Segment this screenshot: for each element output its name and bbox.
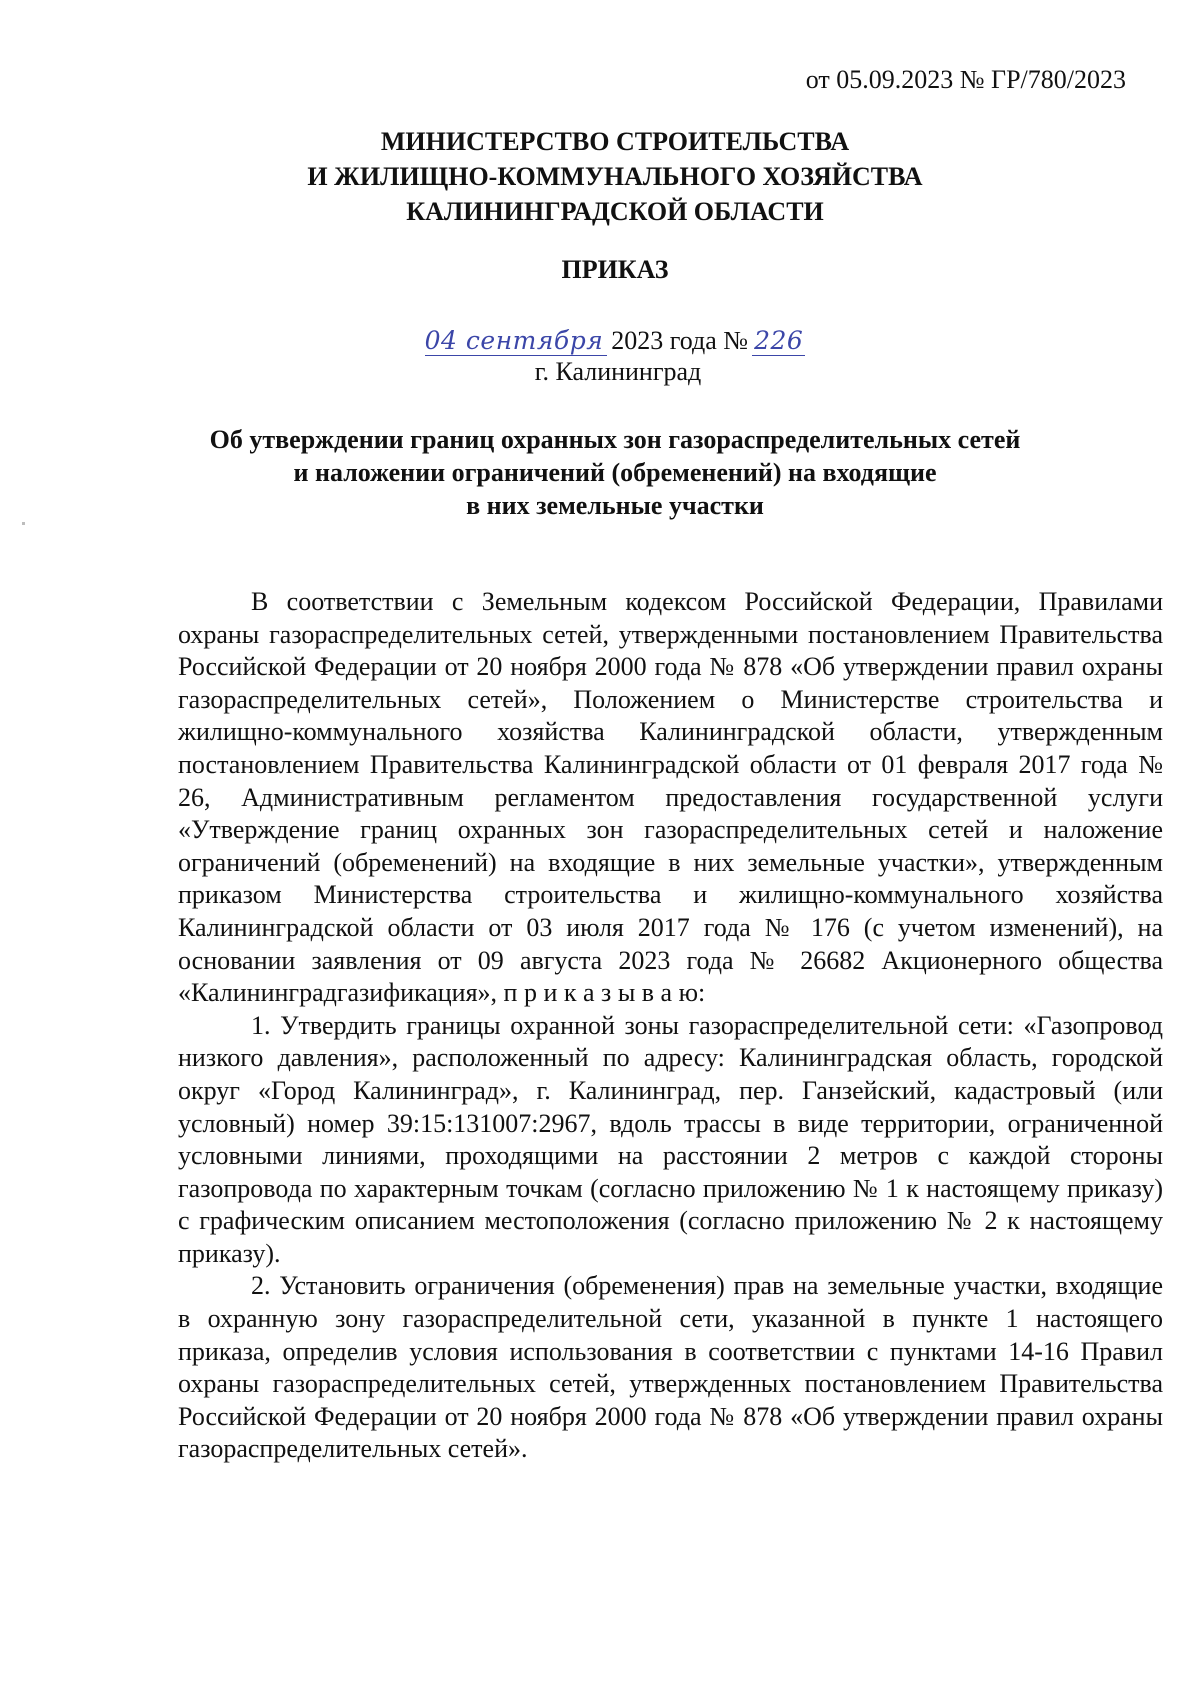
- handwritten-date: 04 сентября: [425, 326, 608, 356]
- ministry-line: КАЛИНИНГРАДСКОЙ ОБЛАСТИ: [406, 197, 824, 226]
- ministry-header: [0, 124, 1200, 229]
- preamble-paragraph: В соответствии с Земельным кодексом Российской Федерации, Правилами охраны газораспределительных сетей, утвержденными постановлением Правительства Российской Федерации от 20 ноября 2000 года № 878 «Об утверждении правил охраны газораспределительных сетей», Положением о Министерстве строительства и жилищно-коммунального хозяйства Калининградской области, утвержденным постановлением Правительства Калининградской области от 01 февраля 2017 года № 26, Административным регламентом предоставления государственной услуги «Утверждение границ охранных зон газораспределительных сетей и наложение ограничений (обременений) на входящие в них земельные участки», утвержденным приказом Министерства строительства и жилищно-коммунального хозяйства Калининградской области от 03 июля 2017 года № 176 (с учетом изменений), на основании заявления от 09 августа 2023 года № 26682 Акционерного общества «Калининградгазификация», п р и к а з ы в а ю:: [178, 587, 1163, 1008]
- order-year-text: 2023 года №: [611, 326, 749, 355]
- scan-speck: [22, 522, 25, 525]
- registration-stamp: от 05.09.2023 № ГР/780/2023: [805, 65, 1126, 94]
- order-body: [178, 586, 1163, 1466]
- order-date-line: [0, 325, 1200, 357]
- order-item-2: 2. Установить ограничения (обременения) прав на земельные участки, входящие в охранную зону газораспределительной сети, указанной в пункте 1 настоящего приказа, определив условия использования в соответствии с пунктами 14-16 Правил охраны газораспределительных сетей, утвержденных постановлением Правительства Российской Федерации от 20 ноября 2000 года № 878 «Об утверждении правил охраны газораспределительных сетей».: [178, 1271, 1163, 1464]
- document-type-title: ПРИКАЗ: [561, 255, 669, 284]
- order-item-1: 1. Утвердить границы охранной зоны газораспределительной сети: «Газопровод низкого давления», расположенный по адресу: Калининградская область, городской округ «Город Калининград», г. Калининград, пер. Ганзейский, кадастровый (или условный) номер 39:15:131007:2967, вдоль трассы в виде территории, ограниченной условными линиями, проходящими на расстоянии 2 метров с каждой стороны газопровода по характерным точкам (согласно приложению № 1 к настоящему приказу) с графическим описанием местоположения (согласно приложению № 2 к настоящему приказу).: [178, 1010, 1163, 1268]
- handwritten-order-number: 226: [754, 326, 804, 355]
- subject-line: и наложении ограничений (обременений) на входящие: [293, 458, 937, 487]
- order-subject: [0, 423, 1200, 522]
- ministry-line: И ЖИЛИЩНО-КОММУНАЛЬНОГО ХОЗЯЙСТВА: [307, 162, 923, 191]
- ministry-line: МИНИСТЕРСТВО СТРОИТЕЛЬСТВА: [380, 127, 850, 156]
- order-city: г. Калининград: [534, 357, 702, 386]
- subject-line: в них земельные участки: [466, 491, 764, 520]
- subject-line: Об утверждении границ охранных зон газораспределительных сетей: [209, 425, 1021, 454]
